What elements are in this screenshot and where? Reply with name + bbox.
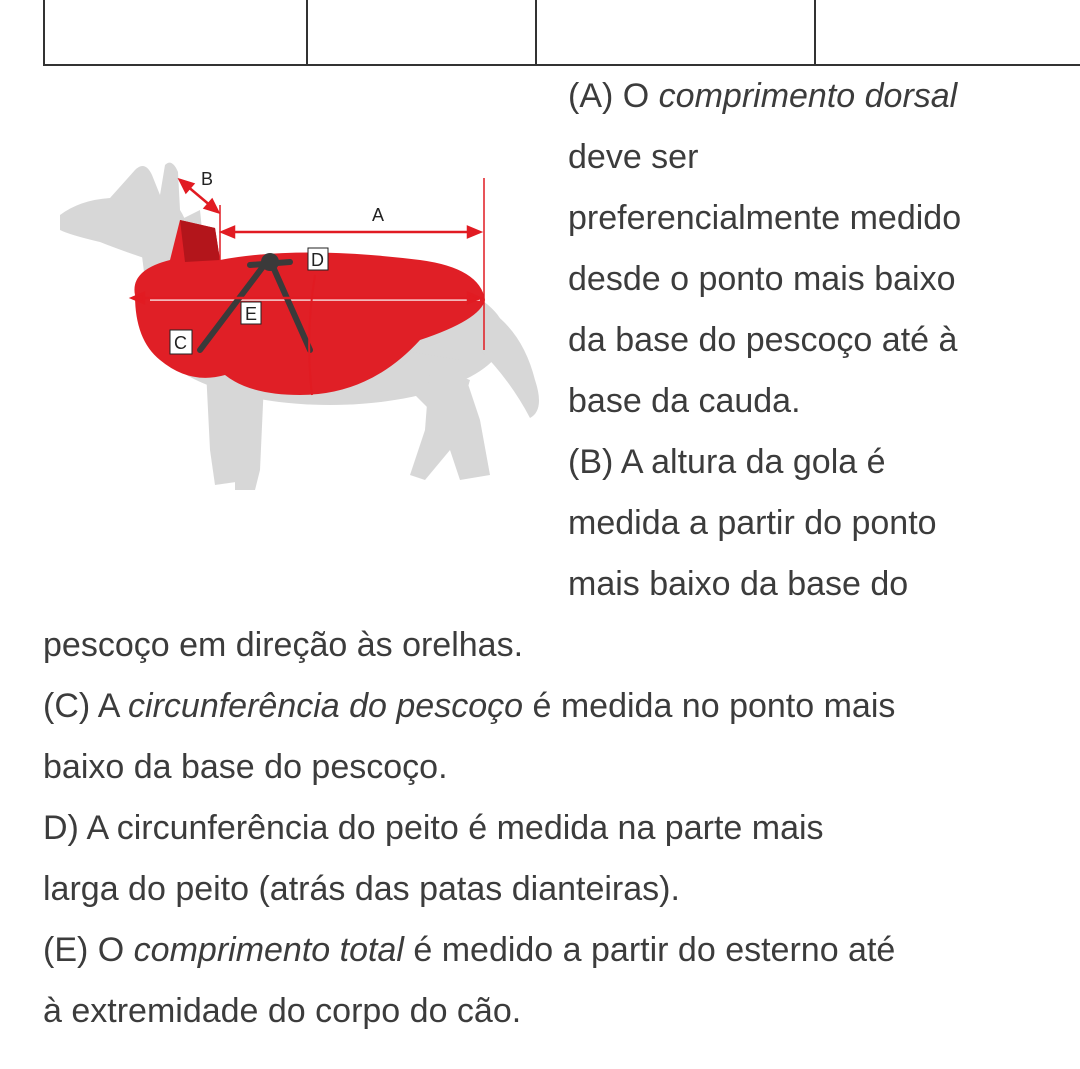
- text-line: (C) A circunferência do pescoço é medida no ponto mais: [43, 687, 896, 725]
- text-line: preferencialmente medido: [568, 199, 962, 237]
- text-line: deve ser: [568, 138, 699, 176]
- label-d: D: [311, 250, 324, 270]
- text-line: (A) O comprimento dorsal: [568, 77, 958, 115]
- text-line: desde o ponto mais baixo: [568, 260, 956, 298]
- label-a: A: [372, 205, 385, 225]
- dog-coat-illustration: [40, 150, 560, 530]
- table-cell-divider: [306, 0, 308, 64]
- text-line: larga do peito (atrás das patas dianteiras).: [43, 870, 680, 908]
- table-cell-divider: [814, 0, 816, 64]
- table-bottom-edge: [43, 0, 1080, 66]
- table-cell-divider: [535, 0, 537, 64]
- text-line: base da cauda.: [568, 382, 801, 420]
- label-b: B: [201, 169, 214, 189]
- text-line: baixo da base do pescoço.: [43, 748, 448, 786]
- text-line: pescoço em direção às orelhas.: [43, 626, 524, 664]
- text-line: da base do pescoço até à: [568, 321, 958, 359]
- text-line: à extremidade do corpo do cão.: [43, 992, 522, 1030]
- text-line: mais baixo da base do: [568, 565, 909, 603]
- text-line: (E) O comprimento total é medido a partir do esterno até: [43, 931, 896, 969]
- label-e: E: [245, 304, 258, 324]
- text-line: D) A circunferência do peito é medida na parte mais: [43, 809, 824, 847]
- text-line: medida a partir do ponto: [568, 504, 937, 542]
- text-line: (B) A altura da gola é: [568, 443, 886, 481]
- dog-measurement-figure: [40, 150, 560, 530]
- label-c: C: [174, 333, 187, 353]
